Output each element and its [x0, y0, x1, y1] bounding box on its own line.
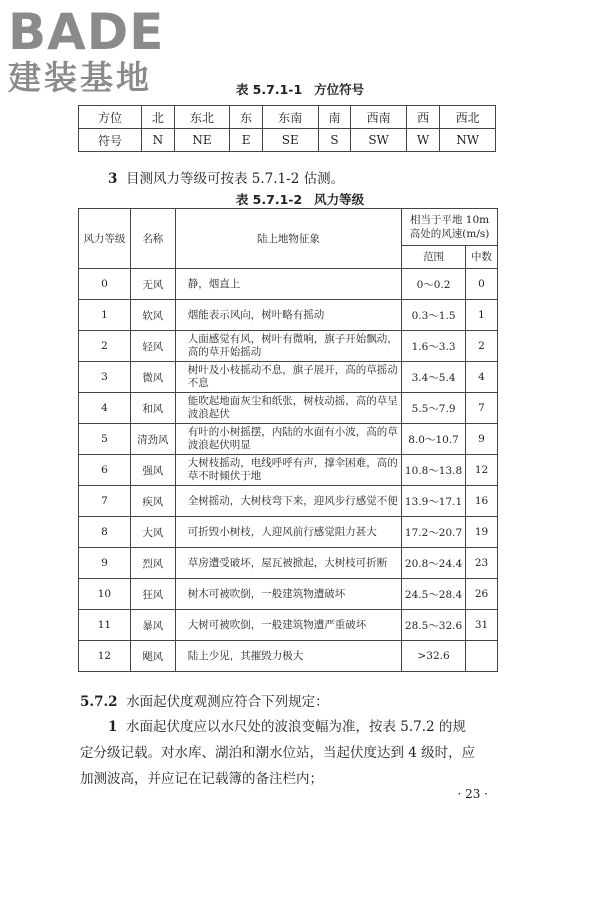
table1-caption [0, 80, 600, 98]
level-cell: 0 [79, 269, 131, 300]
symbol-row-label: 符号 [79, 129, 142, 152]
median-cell: 0 [466, 269, 498, 300]
logo-word: BADE [8, 3, 165, 61]
name-cell: 和风 [130, 393, 175, 424]
level-cell: 6 [79, 455, 131, 486]
wind-table-row [79, 641, 498, 672]
wind-table-body [79, 269, 498, 672]
feature-cell: 可折毁小树枝，人迎风前行感觉阻力甚大 [175, 517, 401, 548]
header-speed: 相当于平地 10m 高处的风速(m/s) [402, 209, 498, 246]
direction-symbol-table [78, 105, 496, 152]
logo-subtitle: 建装基地 [8, 58, 152, 97]
name-cell: 疾风 [130, 486, 175, 517]
feature-cell: 草房遭受破坏，屋瓦被掀起，大树枝可折断 [175, 548, 401, 579]
clause-1-line-2: 定分级记载。对水库、湖泊和潮水位站，当起伏度达到 4 级时，应 [80, 745, 476, 761]
range-cell: 24.5～28.4 [402, 579, 466, 610]
median-cell [466, 641, 498, 672]
symbol-cell: SW [351, 129, 407, 152]
header-name: 名称 [130, 209, 175, 269]
median-cell: 23 [466, 548, 498, 579]
range-cell: 20.8～24.4 [402, 548, 466, 579]
range-cell: >32.6 [402, 641, 466, 672]
direction-cell: 西南 [351, 106, 407, 129]
name-cell: 飓风 [130, 641, 175, 672]
level-cell: 3 [79, 362, 131, 393]
median-cell: 2 [466, 331, 498, 362]
section-5-7-2 [80, 690, 329, 710]
feature-cell: 能吹起地面灰尘和纸张，树枝动摇，高的草呈波浪起伏 [175, 393, 401, 424]
header-range: 范围 [402, 246, 466, 269]
header-feature: 陆上地物征象 [175, 209, 401, 269]
clause-1-line-3: 加测波高，并应记在记载簿的备注栏内； [80, 771, 323, 787]
page-number: · 23 · [457, 787, 488, 801]
range-cell: 0.3～1.5 [402, 300, 466, 331]
clause-1-text-1: 水面起伏度应以水尺处的波浪变幅为准，按表 5.7.2 的规 [126, 719, 466, 735]
range-cell: 8.0～10.7 [402, 424, 466, 455]
level-cell: 8 [79, 517, 131, 548]
range-cell: 3.4～5.4 [402, 362, 466, 393]
level-cell: 5 [79, 424, 131, 455]
symbol-cell: E [230, 129, 263, 152]
range-cell: 0～0.2 [402, 269, 466, 300]
median-cell: 19 [466, 517, 498, 548]
wind-table-row [79, 517, 498, 548]
level-cell: 12 [79, 641, 131, 672]
direction-cell: 北 [142, 106, 175, 129]
feature-cell: 静，烟直上 [175, 269, 401, 300]
median-cell: 4 [466, 362, 498, 393]
direction-cell: 南 [318, 106, 351, 129]
median-cell: 7 [466, 393, 498, 424]
name-cell: 无风 [130, 269, 175, 300]
feature-cell: 树木可被吹倒，一般建筑物遭破坏 [175, 579, 401, 610]
wind-table-row [79, 548, 498, 579]
wind-table-row [79, 486, 498, 517]
symbol-row [79, 129, 496, 152]
median-cell: 26 [466, 579, 498, 610]
median-cell: 9 [466, 424, 498, 455]
median-cell: 1 [466, 300, 498, 331]
clause-3 [108, 167, 344, 187]
range-cell: 10.8～13.8 [402, 455, 466, 486]
direction-row-label: 方位 [79, 106, 142, 129]
name-cell: 轻风 [130, 331, 175, 362]
wind-table-row [79, 300, 498, 331]
wind-table-row [79, 393, 498, 424]
median-cell: 12 [466, 455, 498, 486]
header-median: 中数 [466, 246, 498, 269]
wind-table-row [79, 331, 498, 362]
header-level: 风力等级 [79, 209, 131, 269]
name-cell: 烈风 [130, 548, 175, 579]
name-cell: 狂风 [130, 579, 175, 610]
wind-force-table [78, 208, 498, 672]
wind-table-row [79, 579, 498, 610]
symbol-cell: NW [440, 129, 496, 152]
level-cell: 1 [79, 300, 131, 331]
range-cell: 5.5～7.9 [402, 393, 466, 424]
feature-cell: 陆上少见，其摧毁力极大 [175, 641, 401, 672]
clause-1-line-1 [108, 715, 466, 735]
feature-cell: 大树枝摇动，电线呼呼有声，撑伞困难，高的草不时倾伏于地 [175, 455, 401, 486]
name-cell: 暴风 [130, 610, 175, 641]
wind-table-row [79, 362, 498, 393]
symbol-cell: S [318, 129, 351, 152]
name-cell: 强风 [130, 455, 175, 486]
clause-3-number: 3 [108, 171, 118, 187]
level-cell: 10 [79, 579, 131, 610]
range-cell: 1.6～3.3 [402, 331, 466, 362]
level-cell: 7 [79, 486, 131, 517]
feature-cell: 全树摇动，大树枝弯下来，迎风步行感觉不便 [175, 486, 401, 517]
wind-table-row [79, 424, 498, 455]
feature-cell: 大树可被吹倒，一般建筑物遭严重破坏 [175, 610, 401, 641]
name-cell: 微风 [130, 362, 175, 393]
direction-cell: 西北 [440, 106, 496, 129]
table2-caption [0, 190, 600, 208]
range-cell: 13.9～17.1 [402, 486, 466, 517]
direction-cell: 东 [230, 106, 263, 129]
direction-cell: 东北 [174, 106, 230, 129]
feature-cell: 人面感觉有风，树叶有微响，旗子开始飘动，高的草开始摇动 [175, 331, 401, 362]
name-cell: 软风 [130, 300, 175, 331]
feature-cell: 树叶及小枝摇动不息，旗子展开，高的草摇动不息 [175, 362, 401, 393]
symbol-cell: NE [174, 129, 230, 152]
level-cell: 2 [79, 331, 131, 362]
level-cell: 4 [79, 393, 131, 424]
range-cell: 28.5～32.6 [402, 610, 466, 641]
feature-cell: 烟能表示风向，树叶略有摇动 [175, 300, 401, 331]
feature-cell: 有叶的小树摇摆，内陆的水面有小波，高的草波浪起伏明显 [175, 424, 401, 455]
symbol-cell: SE [262, 129, 318, 152]
wind-table-header-row [79, 209, 498, 246]
symbol-cell: W [406, 129, 439, 152]
level-cell: 9 [79, 548, 131, 579]
wind-table-row [79, 455, 498, 486]
clause-3-text: 目测风力等级可按表 5.7.1-2 估测。 [126, 171, 345, 187]
table1-caption-number: 表 5.7.1-1 [235, 82, 303, 97]
name-cell: 大风 [130, 517, 175, 548]
section-text: 水面起伏度观测应符合下列规定： [126, 694, 329, 710]
median-cell: 31 [466, 610, 498, 641]
range-cell: 17.2～20.7 [402, 517, 466, 548]
wind-table-row [79, 269, 498, 300]
wind-table-row [79, 610, 498, 641]
direction-cell: 西 [406, 106, 439, 129]
table2-caption-title: 风力等级 [314, 192, 365, 207]
table2-caption-number: 表 5.7.1-2 [235, 192, 303, 207]
clause-1-number: 1 [108, 719, 118, 735]
name-cell: 清劲风 [130, 424, 175, 455]
table1-caption-title: 方位符号 [314, 82, 365, 97]
median-cell: 16 [466, 486, 498, 517]
level-cell: 11 [79, 610, 131, 641]
symbol-cell: N [142, 129, 175, 152]
direction-cell: 东南 [262, 106, 318, 129]
section-number: 5.7.2 [80, 694, 118, 710]
direction-row [79, 106, 496, 129]
